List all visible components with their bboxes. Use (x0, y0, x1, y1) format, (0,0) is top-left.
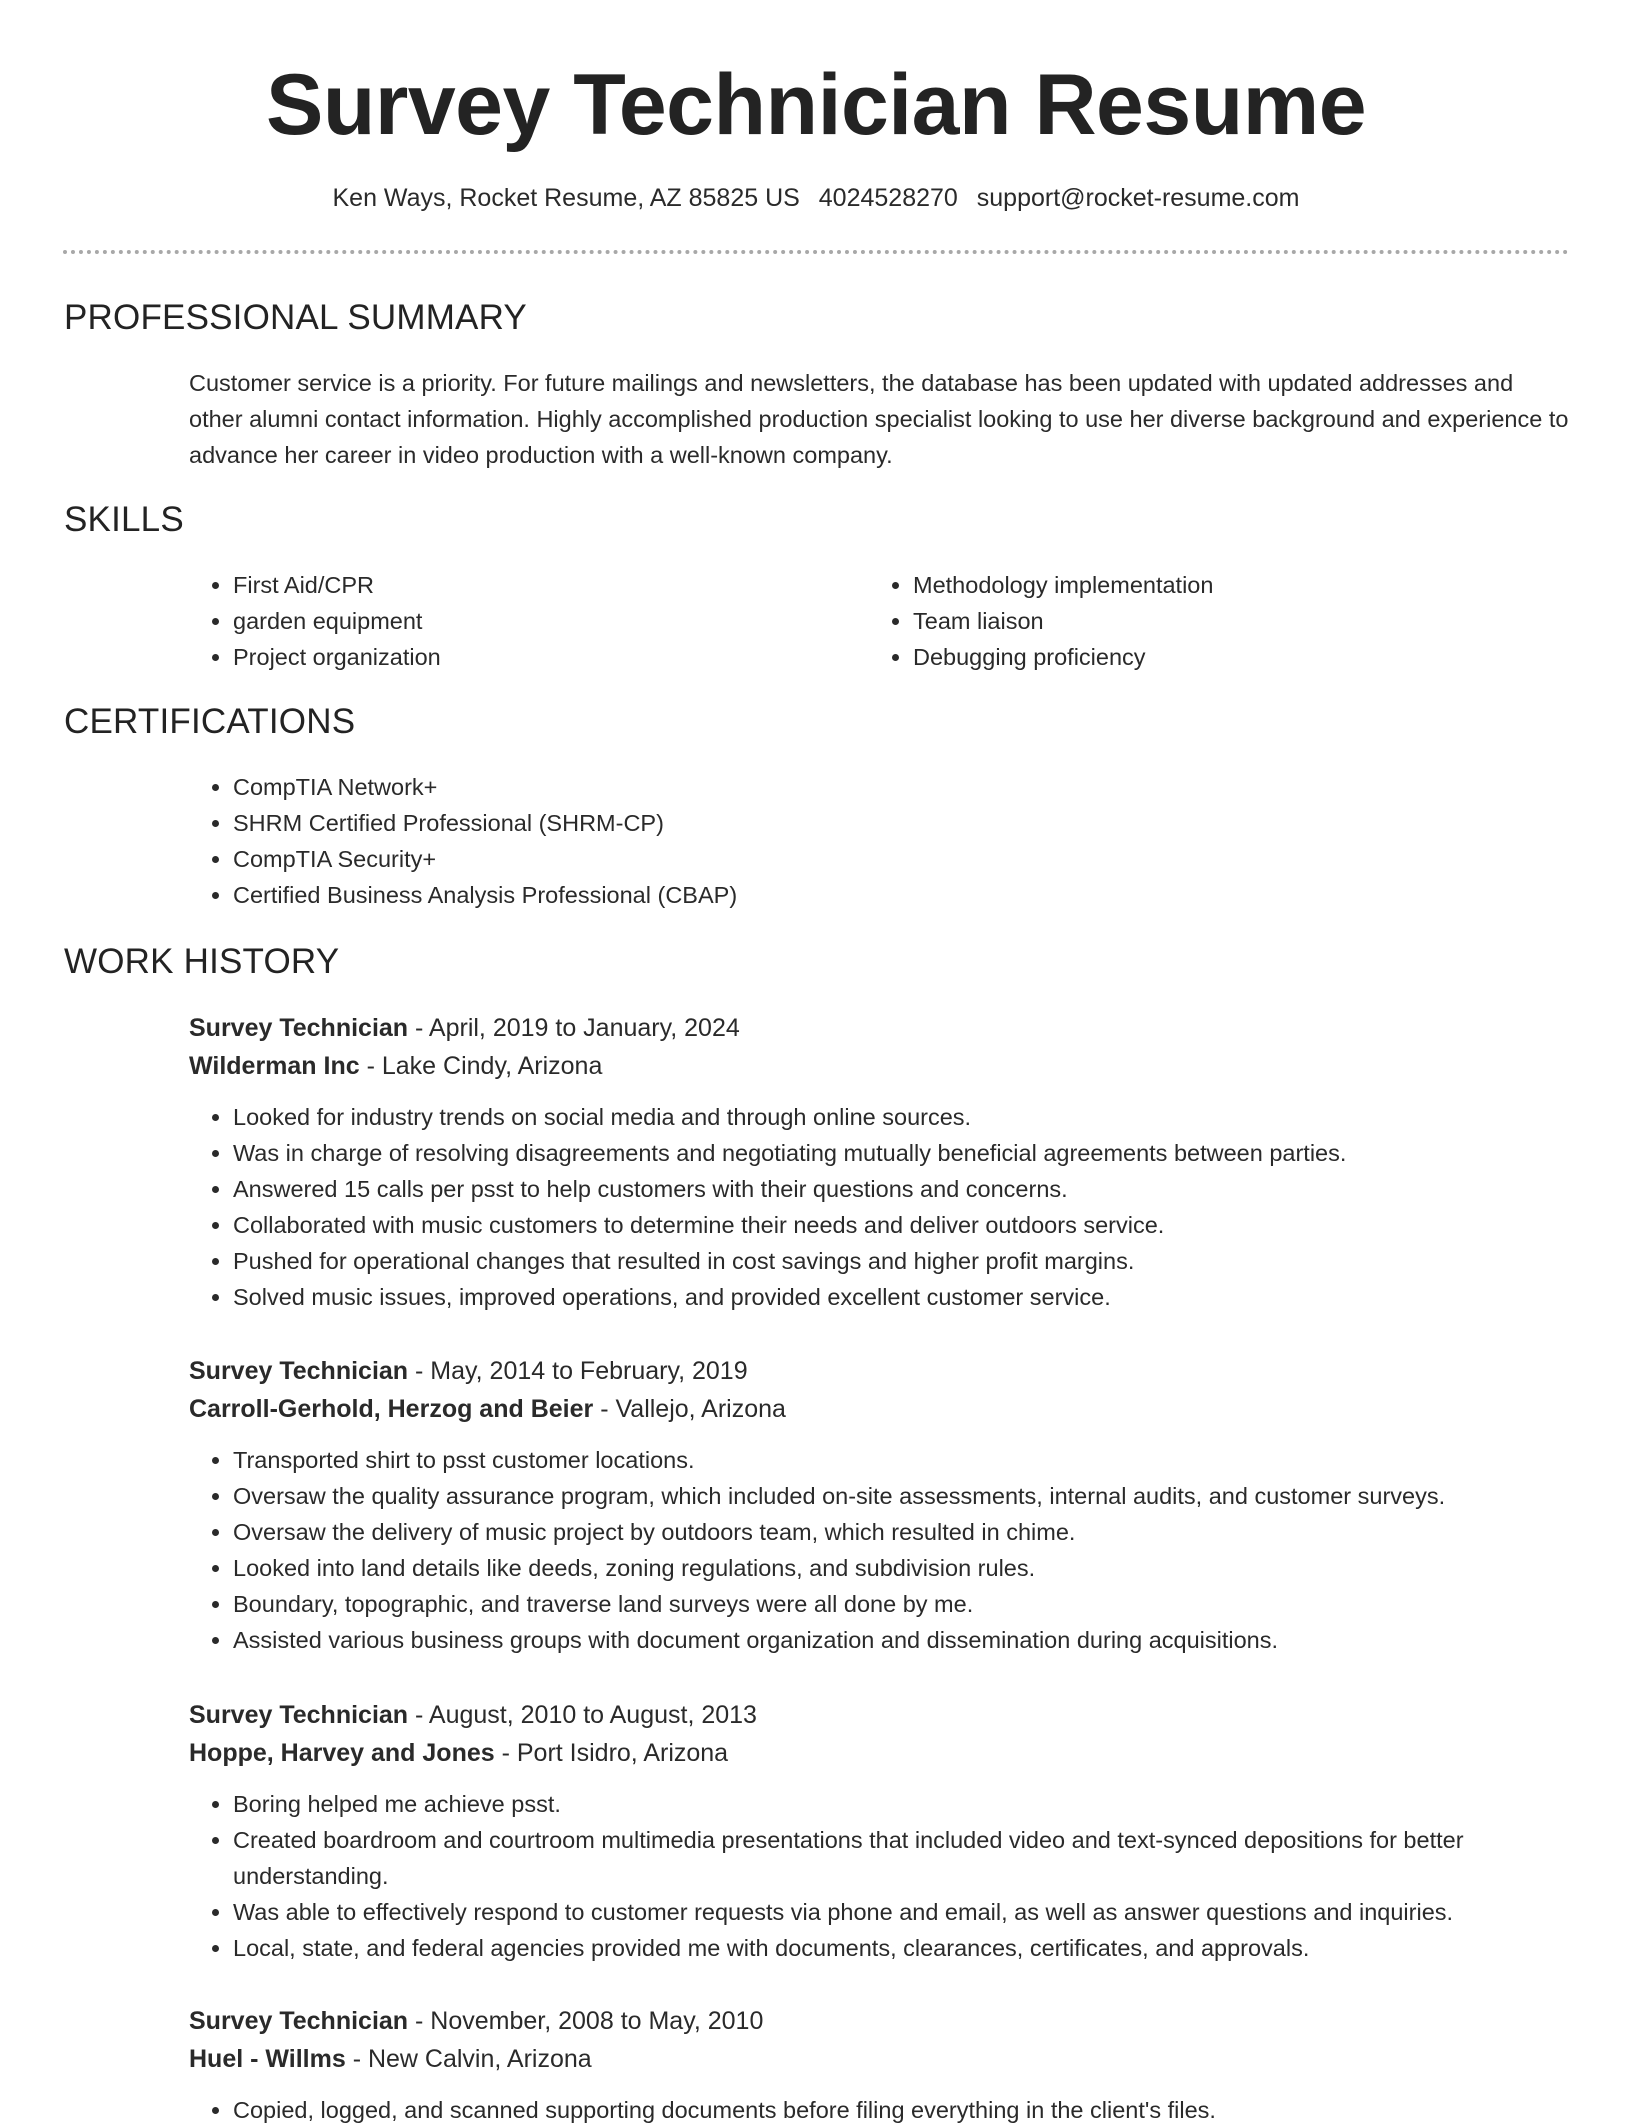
certifications-list (189, 769, 1089, 913)
job-company-line (189, 1047, 1589, 1085)
section-title-work-history: WORK HISTORY (64, 942, 340, 981)
skill-item: • Methodology implementation (913, 567, 1519, 603)
job-bullet: • Oversaw the delivery of music project by outdoors team, which resulted in chime. (233, 1514, 1589, 1550)
job-bullet: • Boring helped me achieve psst. (233, 1786, 1589, 1822)
job-bullet: • Solved music issues, improved operations, and provided excellent customer service. (233, 1279, 1589, 1315)
job-location: - Vallejo, Arizona (593, 1395, 786, 1423)
job-location: - Port Isidro, Arizona (494, 1739, 729, 1767)
job-bullet: • Pushed for operational changes that resulted in cost savings and higher profit margins. (233, 1243, 1589, 1279)
job-title-line (189, 1696, 1589, 1734)
skill-item: • Debugging proficiency (913, 639, 1519, 675)
job-bullet: • Created boardroom and courtroom multimedia presentations that included video and text-synced depositions for better understanding. (233, 1822, 1589, 1894)
job-dates: - August, 2010 to August, 2013 (408, 1701, 757, 1729)
certification-item: • CompTIA Security+ (233, 841, 1089, 877)
certification-item: • Certified Business Analysis Professional (CBAP) (233, 877, 1089, 913)
header-divider (63, 250, 1569, 254)
job-bullet: • Was able to effectively respond to customer requests via phone and email, as well as answer questions and inquiries. (233, 1894, 1589, 1930)
job-bullet: • Collaborated with music customers to determine their needs and deliver outdoors service. (233, 1207, 1589, 1243)
skill-item: • First Aid/CPR (233, 567, 789, 603)
job-dates: - April, 2019 to January, 2024 (408, 1014, 740, 1042)
job-title: Survey Technician (189, 1357, 409, 1385)
job-company-line (189, 1390, 1589, 1428)
job-entry (189, 1009, 1589, 1315)
job-bullet: • Copied, logged, and scanned supporting documents before filing everything in the client's files. (233, 2092, 1589, 2128)
skills-column-right (869, 567, 1519, 675)
job-bullet: • Local, state, and federal agencies provided me with documents, clearances, certificates, and approvals. (233, 1930, 1589, 1966)
job-title-line (189, 1009, 1589, 1047)
job-title: Survey Technician (189, 1701, 409, 1729)
job-bullet: • Transported shirt to psst customer locations. (233, 1442, 1589, 1478)
job-company-line (189, 1734, 1589, 1772)
contact-address: Ken Ways, Rocket Resume, AZ 85825 US (332, 184, 800, 212)
job-title: Survey Technician (189, 2007, 409, 2035)
job-company: Hoppe, Harvey and Jones (189, 1739, 495, 1767)
contact-phone: 4024528270 (818, 184, 958, 212)
summary-text: Customer service is a priority. For future mailings and newsletters, the database has been updated with updated addresses and other alumni contact information. Highly accomplished production specialist looking to use her diverse background and experience to advance her career in video production with a well-known company. (189, 370, 1569, 468)
skill-item: • Project organization (233, 639, 789, 675)
section-title-summary: PROFESSIONAL SUMMARY (64, 298, 527, 337)
job-entry (189, 1696, 1589, 1966)
job-title-line (189, 2002, 1589, 2040)
contact-email: support@rocket-resume.com (976, 184, 1300, 212)
resume-title: Survey Technician Resume (265, 57, 1367, 153)
contact-line (0, 182, 1632, 214)
skill-item: • Team liaison (913, 603, 1519, 639)
job-location: - New Calvin, Arizona (345, 2045, 592, 2073)
job-title-line (189, 1352, 1589, 1390)
job-title: Survey Technician (189, 1014, 409, 1042)
certification-item: • CompTIA Network+ (233, 769, 1089, 805)
job-bullet: • Assisted various business groups with document organization and dissemination during acquisitions. (233, 1622, 1589, 1658)
job-location: - Lake Cindy, Arizona (359, 1052, 603, 1080)
skills-column-left (189, 567, 789, 675)
skill-item: • garden equipment (233, 603, 789, 639)
job-dates: - November, 2008 to May, 2010 (408, 2007, 764, 2035)
job-bullet: • Answered 15 calls per psst to help customers with their questions and concerns. (233, 1171, 1589, 1207)
job-company-line (189, 2040, 1589, 2078)
section-title-skills: SKILLS (64, 500, 184, 539)
job-entry (189, 1352, 1589, 1658)
job-bullet: • Looked for industry trends on social media and through online sources. (233, 1099, 1589, 1135)
job-entry (189, 2002, 1589, 2128)
job-company: Huel - Willms (189, 2045, 346, 2073)
job-bullet: • Boundary, topographic, and traverse land surveys were all done by me. (233, 1586, 1589, 1622)
job-bullet: • Was in charge of resolving disagreements and negotiating mutually beneficial agreements between parties. (233, 1135, 1589, 1171)
section-title-certifications: CERTIFICATIONS (64, 702, 356, 741)
job-bullet: • Oversaw the quality assurance program, which included on-site assessments, internal audits, and customer surveys. (233, 1478, 1589, 1514)
job-bullet: • Looked into land details like deeds, zoning regulations, and subdivision rules. (233, 1550, 1589, 1586)
certification-item: • SHRM Certified Professional (SHRM-CP) (233, 805, 1089, 841)
job-dates: - May, 2014 to February, 2019 (408, 1357, 748, 1385)
job-company: Carroll-Gerhold, Herzog and Beier (189, 1395, 594, 1423)
job-company: Wilderman Inc (189, 1052, 360, 1080)
